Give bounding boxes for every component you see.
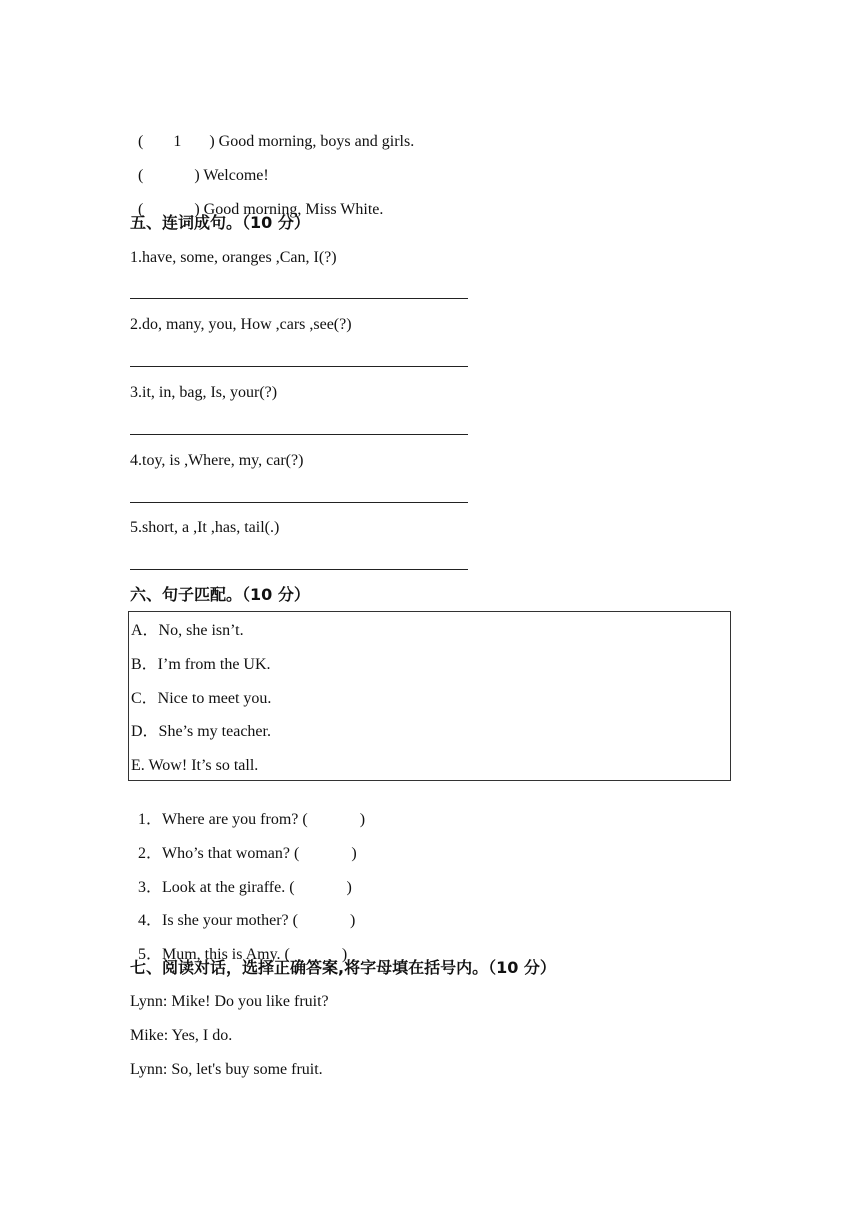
- open-paren: (: [138, 201, 144, 218]
- options-box: [128, 611, 731, 781]
- open-paren: (: [138, 167, 144, 184]
- ordering-text: ) Good morning, boys and girls.: [209, 133, 415, 150]
- ordering-text: ) Welcome!: [194, 167, 269, 184]
- answer-line-2[interactable]: [130, 366, 468, 367]
- section7-title: 七、阅读对话，选择正确答案,将字母填在括号内。（10 分）: [130, 958, 556, 977]
- section5-item-5: 5.short, a ,It ,has, tail(.): [130, 519, 280, 536]
- answer-line-3[interactable]: [130, 434, 468, 435]
- answer-number: 1: [173, 133, 182, 150]
- option-d: D．She’s my teacher.: [131, 723, 271, 740]
- close-paren: ): [359, 811, 366, 828]
- section5-title: 五、连词成句。（10 分）: [130, 213, 310, 232]
- open-paren: (: [138, 133, 144, 150]
- close-paren: ): [349, 912, 356, 929]
- option-a: A．No, she isn’t.: [131, 622, 244, 639]
- section5-item-4: 4.toy, is ,Where, my, car(?): [130, 452, 304, 469]
- dialogue-line-3: Lynn: So, let's buy some fruit.: [130, 1061, 323, 1078]
- close-paren: ): [341, 946, 348, 963]
- option-c: C．Nice to meet you.: [131, 690, 272, 707]
- question-text: 1．Where are you from? (: [138, 811, 308, 828]
- section5-item-2: 2.do, many, you, How ,cars ,see(?): [130, 316, 352, 333]
- section6-title: 六、句子匹配。（10 分）: [130, 585, 310, 604]
- option-b: B．I’m from the UK.: [131, 656, 271, 673]
- answer-line-5[interactable]: [130, 569, 468, 570]
- answer-line-1[interactable]: [130, 298, 468, 299]
- question-text: 4．Is she your mother? (: [138, 912, 298, 929]
- section5-item-3: 3.it, in, bag, Is, your(?): [130, 384, 278, 401]
- close-paren: ): [351, 845, 357, 862]
- option-e: E. Wow! It’s so tall.: [131, 757, 259, 774]
- question-text: 2．Who’s that woman? (: [138, 845, 300, 862]
- dialogue-line-2: Mike: Yes, I do.: [130, 1027, 233, 1044]
- question-text: 3．Look at the giraffe. (: [138, 879, 295, 896]
- section5-item-1: 1.have, some, oranges ,Can, I(?): [130, 249, 337, 266]
- question-text: 5．Mum, this is Amy. (: [138, 946, 290, 963]
- ordering-text: ) Good morning, Miss White.: [194, 201, 384, 218]
- close-paren: ): [346, 879, 352, 896]
- dialogue-line-1: Lynn: Mike! Do you like fruit?: [130, 993, 329, 1010]
- answer-line-4[interactable]: [130, 502, 468, 503]
